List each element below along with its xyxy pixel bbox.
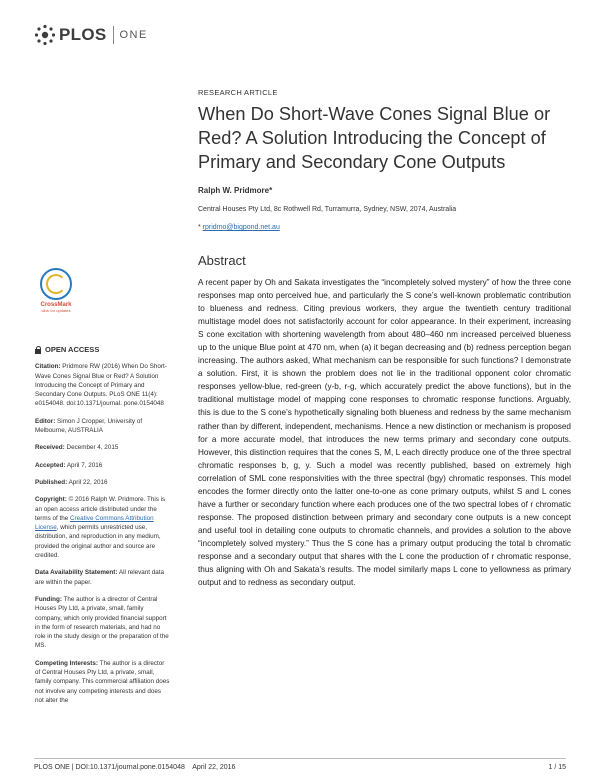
footer-divider xyxy=(34,758,566,759)
logo-divider xyxy=(113,26,114,44)
data-availability-text: All relevant data are within the paper. xyxy=(35,569,165,586)
received-block xyxy=(35,443,171,452)
competing-interests-block xyxy=(35,659,171,705)
citation-label: Citation: xyxy=(35,363,61,371)
citation-text: Pridmore RW (2016) When Do Short-Wave Cones Signal Blue or Red? A Solution Introducing the Concept of Primary and Secondary Cone Outputs. PLoS ONE 11(4): e0154048. doi:10.1371/journal. pone.0154048 xyxy=(35,363,167,408)
received-date: December 4, 2015 xyxy=(66,444,119,452)
accepted-block xyxy=(35,461,171,470)
email-marker: * xyxy=(198,224,201,231)
editor-label: Editor: xyxy=(35,417,56,425)
editor-block xyxy=(35,417,171,436)
journal-logo xyxy=(34,24,148,46)
funding-text: The author is a director of Central Houses Pty Ltd, a private, small, family company, which only provided financial support in the form of research materials, and had no role in the study design or the preparation of the MS. xyxy=(35,595,169,650)
crossmark-badge[interactable] xyxy=(38,268,74,313)
funding-label: Funding: xyxy=(35,595,62,603)
article-title: When Do Short-Wave Cones Signal Blue or Red? A Solution Introducing the Concept of Primary and Secondary Cone Outputs xyxy=(198,104,551,172)
corresponding-email xyxy=(198,224,573,231)
received-label: Received: xyxy=(35,444,65,452)
article-metadata-sidebar xyxy=(35,345,171,713)
abstract-text: A recent paper by Oh and Sakata investigates the “incompletely solved mystery” of how the three cone responses map onto perceived hue, and particularly the S cone’s well-known problematic contribution to blueness and redness. Citing previous workers, they argue the twentieth century traditional multistage model does not satisfactorily account for color appearance. In their experiment, increasing S cone excitation with shortening wavelength from about 480–460 nm increased perceived blueness up to the unique Blue point at 470 nm, when (a) it began decreasing and (b) redness perception began increasing. The authors asked, What mechanism can be responsible for such functions? I demonstrate a solution. First, it is shown the problem does not lie in the traditional opponent color chromatic responses yellow-blue, red-green (y-b, r-g, which accurately predict the above functions), but in the traditional multistage model of mapping cone responses to chromatic response functions. Arguably, this is due to the S cone’s hypothetically signaling both blueness and redness by the same mechanism rather than by different, independent, mechanisms. Hence a new distinction or mechanism is proposed for a more accurate model, that introduces the new terms primary and secondary cone outputs. However, this distinction requires that the cones S, M, L each directly produce one of the three spectral chromatic responses b, g, y. Such a model was recently published, based on extremely high correlation of SML cone responsivities with the three spectral (bgy) chromatic responses. This model encodes the former directly onto the latter one-to-one as cone primary outputs, whilst S and L cones have a further or secondary function where each produces one of the two spectral lobes of r chromatic response. The proposed distinction between primary and secondary cone outputs is a new concept and useful tool in detailing cone outputs to chromatic channels, and provides a solution to the above “incompletely solved mystery.” Thus the S cone has a primary output producing the total b chromatic response and a secondary output that shares with the L cone the production of r chromatic response, thus aligning with Oh and Sakata’s results. The model similarly maps L cone to yellowness as primary output and to redness as secondary output. xyxy=(198,278,571,588)
open-access-badge xyxy=(35,345,171,354)
author-name: Ralph W. Pridmore* xyxy=(198,186,273,195)
abstract-heading: Abstract xyxy=(198,253,246,268)
published-date: April 22, 2016 xyxy=(68,478,108,486)
citation-block xyxy=(35,362,171,408)
copyright-block xyxy=(35,495,171,560)
copyright-label: Copyright: xyxy=(35,496,67,504)
data-availability-block xyxy=(35,568,171,587)
article-main xyxy=(198,88,573,589)
accepted-label: Accepted: xyxy=(35,461,66,469)
crossmark-sublabel: click for updates xyxy=(41,308,71,313)
published-label: Published: xyxy=(35,478,68,486)
author-affiliation: Central Houses Pty Ltd, 8c Rothwell Rd, Turramurra, Sydney, NSW, 2074, Australia xyxy=(198,206,457,213)
copyright-text: © 2016 Ralph W. Pridmore. This is an open access article distributed under the terms of the xyxy=(35,496,166,522)
crossmark-label: CrossMark xyxy=(40,302,72,308)
accepted-date: April 7, 2016 xyxy=(66,461,103,469)
open-access-label: OPEN ACCESS xyxy=(45,345,100,354)
open-access-lock-icon xyxy=(35,346,41,354)
page-number: 1 / 15 xyxy=(548,764,566,771)
editor-text: Simon J Cropper, University of Melbourne, AUSTRALIA xyxy=(35,417,143,435)
crossmark-icon xyxy=(40,268,72,300)
email-link[interactable]: rpridmo@bigpond.net.au xyxy=(202,224,280,231)
competing-interests-text: The author is a director of Central Houses Pty Ltd, a private, small, family company. This commercial affiliation does not involve any competing interests and does not alter the xyxy=(35,659,170,704)
plos-logo-icon xyxy=(34,24,56,46)
published-block xyxy=(35,478,171,487)
data-availability-label: Data Availability Statement: xyxy=(35,569,118,577)
article-type: RESEARCH ARTICLE xyxy=(198,88,278,97)
funding-block xyxy=(35,595,171,651)
footer-citation: PLOS ONE | DOI:10.1371/journal.pone.0154048 April 22, 2016 xyxy=(34,764,236,771)
logo-text: PLOS xyxy=(59,25,107,44)
competing-interests-label: Competing Interests: xyxy=(35,659,98,667)
license-link[interactable]: Creative Commons Attribution License xyxy=(35,514,154,532)
journal-name: ONE xyxy=(119,29,148,41)
copyright-text-end: , which permits unrestricted use, distribution, and reproduction in any medium, provided the original author and source are credited. xyxy=(35,524,161,560)
